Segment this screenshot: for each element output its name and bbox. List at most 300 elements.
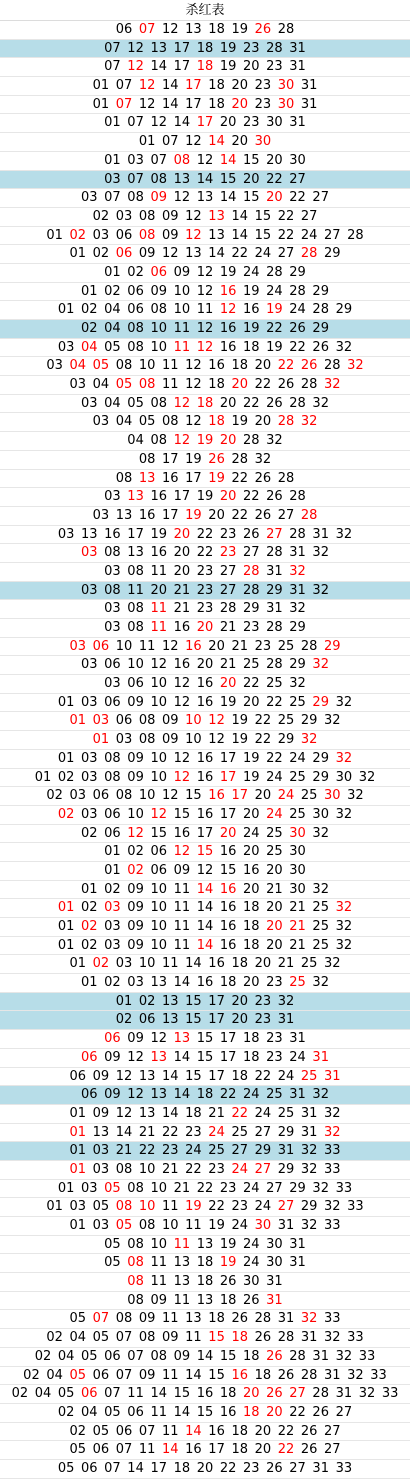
number-cell: 33	[324, 1161, 341, 1177]
number-cell: 08	[127, 1236, 144, 1252]
number-cell: 28	[312, 1386, 329, 1402]
number-cell: 31	[266, 1274, 283, 1290]
number-cell: 09	[127, 900, 144, 916]
number-cell: 25	[266, 844, 283, 860]
number-cell: 03	[104, 937, 121, 953]
number-cell: 32	[300, 1143, 318, 1159]
table-row	[0, 1273, 410, 1292]
number-cell: 14	[127, 1460, 144, 1476]
number-cell: 22	[243, 395, 260, 411]
number-cell: 32	[335, 526, 353, 542]
number-cell: 09	[138, 1367, 156, 1383]
number-cell: 29	[324, 246, 341, 262]
number-cell: 33	[335, 1180, 353, 1196]
number-cell: 31	[300, 96, 318, 112]
number-cell: 06	[150, 844, 167, 860]
number-cell: 30	[335, 769, 353, 785]
number-cell: 28	[289, 395, 306, 411]
number-cell: 12	[196, 321, 214, 336]
number-cell: 28	[266, 657, 283, 673]
number-cell: 25	[312, 900, 329, 916]
number-cell: 13	[196, 190, 214, 206]
number-cell: 04	[34, 1386, 52, 1402]
table-row	[0, 189, 410, 208]
number-cell: 24	[266, 769, 283, 785]
number-cell: 15	[243, 152, 260, 168]
number-cell: 13	[196, 1236, 214, 1252]
number-cell: 12	[173, 769, 191, 785]
number-cell: 06	[127, 676, 144, 692]
number-cell: 15	[208, 1367, 225, 1383]
number-cell: 31	[266, 563, 283, 579]
number-cell: 08	[138, 451, 156, 467]
table-row-highlighted	[0, 1011, 410, 1030]
number-cell: 07	[127, 1348, 144, 1364]
number-cell: 27	[277, 507, 295, 523]
number-cell: 21	[162, 1161, 179, 1177]
number-cell: 26	[300, 358, 318, 374]
number-cell: 16	[196, 1386, 214, 1402]
number-cell: 31	[289, 1255, 306, 1271]
number-cell: 18	[219, 1292, 237, 1308]
number-cell: 23	[196, 563, 214, 579]
number-cell: 09	[150, 283, 167, 299]
number-cell: 17	[219, 1031, 237, 1047]
number-cell: 16	[185, 1442, 202, 1458]
number-cell: 12	[150, 1031, 167, 1047]
number-cell: 07	[115, 78, 133, 94]
number-cell: 10	[162, 1218, 179, 1233]
number-cell: 14	[196, 171, 214, 187]
number-cell: 06	[104, 657, 121, 673]
number-cell: 30	[289, 862, 306, 878]
number-cell: 11	[162, 377, 179, 393]
number-cell: 12	[162, 638, 179, 654]
number-cell: 03	[104, 171, 121, 187]
number-cell: 12	[185, 414, 202, 430]
number-cell: 18	[231, 1330, 248, 1346]
number-cell: 12	[185, 208, 202, 224]
number-cell: 19	[266, 302, 283, 318]
table-row	[0, 563, 410, 582]
number-cell: 31	[289, 1087, 306, 1103]
number-cell: 18	[196, 1274, 214, 1290]
number-cell: 13	[150, 975, 167, 991]
number-cell: 15	[243, 190, 260, 206]
number-cell: 06	[115, 713, 133, 729]
number-cell: 12	[127, 1049, 144, 1065]
number-cell: 15	[208, 1330, 225, 1346]
number-cell: 14	[162, 78, 179, 94]
number-cell: 17	[127, 526, 144, 542]
number-cell: 30	[324, 788, 341, 804]
number-cell: 10	[138, 788, 156, 804]
number-cell: 20	[208, 507, 225, 523]
number-cell: 18	[243, 339, 260, 355]
number-cell: 19	[231, 22, 248, 37]
number-cell: 26	[254, 507, 272, 523]
number-cell: 28	[300, 377, 318, 393]
number-cell: 22	[196, 526, 214, 542]
number-cell: 01	[57, 694, 75, 710]
number-cell: 30	[289, 881, 306, 897]
number-cell: 01	[57, 900, 75, 916]
number-cell: 31	[289, 40, 306, 56]
table-row	[0, 656, 410, 675]
number-cell: 06	[81, 1386, 98, 1402]
number-cell: 16	[173, 825, 191, 841]
number-cell: 03	[104, 601, 121, 617]
number-cell: 31	[324, 1367, 341, 1383]
number-cell: 06	[115, 227, 133, 243]
table-row	[0, 881, 410, 900]
number-cell: 16	[243, 862, 260, 878]
number-cell: 31	[266, 1292, 283, 1308]
number-cell: 13	[185, 246, 202, 262]
number-cell: 18	[196, 1087, 214, 1103]
number-cell: 18	[185, 1105, 202, 1121]
number-cell: 01	[104, 115, 121, 131]
number-cell: 10	[185, 732, 202, 748]
number-cell: 05	[69, 1311, 86, 1327]
number-cell: 31	[277, 1311, 295, 1327]
number-cell: 10	[150, 937, 167, 953]
number-cell: 32	[312, 825, 329, 841]
number-cell: 23	[266, 1049, 283, 1065]
number-cell: 32	[300, 1218, 318, 1233]
number-cell: 23	[243, 1460, 260, 1476]
number-cell: 24	[185, 1143, 202, 1159]
number-cell: 10	[138, 956, 156, 972]
number-cell: 31	[266, 601, 283, 617]
number-cell: 01	[57, 919, 75, 934]
table-row-highlighted	[0, 171, 410, 190]
table-row	[0, 899, 410, 918]
number-cell: 17	[196, 825, 214, 841]
number-cell: 32	[335, 694, 353, 710]
number-cell: 31	[277, 1218, 295, 1233]
number-cell: 17	[162, 507, 179, 523]
number-cell: 03	[104, 676, 121, 692]
number-cell: 08	[150, 395, 167, 411]
number-cell: 27	[266, 1180, 283, 1196]
number-cell: 26	[266, 1348, 283, 1364]
number-cell: 09	[127, 750, 144, 766]
table-row	[0, 264, 410, 283]
number-cell: 32	[324, 956, 341, 972]
table-row	[0, 245, 410, 264]
number-cell: 15	[173, 806, 191, 822]
number-cell: 06	[127, 1404, 144, 1420]
number-cell: 20	[254, 414, 272, 430]
number-cell: 11	[150, 620, 167, 635]
number-cell: 16	[243, 302, 260, 318]
number-cell: 25	[312, 919, 329, 934]
number-cell: 06	[150, 862, 167, 878]
number-cell: 22	[231, 246, 248, 262]
table-row	[0, 1198, 410, 1217]
number-cell: 32	[266, 433, 283, 449]
table-row	[0, 21, 410, 40]
number-cell: 11	[173, 900, 191, 916]
table-row	[0, 1217, 410, 1236]
number-cell: 10	[150, 881, 167, 897]
number-cell: 32	[300, 414, 318, 430]
number-cell: 24	[243, 264, 260, 280]
number-cell: 11	[173, 321, 191, 336]
number-cell: 14	[162, 1105, 179, 1121]
number-cell: 13	[173, 1031, 191, 1047]
number-cell: 06	[104, 694, 121, 710]
number-cell: 30	[289, 825, 306, 841]
number-cell: 18	[243, 937, 260, 953]
number-cell: 28	[277, 414, 295, 430]
number-cell: 13	[150, 1087, 167, 1103]
number-cell: 02	[57, 806, 75, 822]
number-cell: 22	[277, 1423, 295, 1439]
number-cell: 22	[289, 1404, 306, 1420]
number-cell: 19	[243, 283, 260, 299]
number-cell: 31	[312, 1348, 329, 1364]
number-cell: 09	[127, 1031, 144, 1047]
number-cell: 08	[127, 1255, 144, 1271]
number-cell: 09	[127, 769, 144, 785]
number-cell: 25	[277, 1105, 295, 1121]
number-cell: 21	[173, 601, 191, 617]
number-cell: 31	[289, 115, 306, 131]
number-cell: 20	[196, 1460, 214, 1476]
table-row	[0, 526, 410, 545]
number-cell: 29	[277, 732, 295, 748]
number-cell: 03	[92, 1218, 110, 1233]
number-cell: 11	[138, 638, 156, 654]
number-cell: 03	[92, 713, 110, 729]
number-cell: 30	[277, 78, 295, 94]
number-cell: 18	[196, 395, 214, 411]
number-cell: 16	[219, 919, 237, 934]
number-cell: 10	[127, 806, 144, 822]
number-cell: 22	[277, 1442, 295, 1458]
number-cell: 21	[231, 638, 248, 654]
number-cell: 01	[69, 713, 86, 729]
number-cell: 28	[300, 1367, 318, 1383]
number-cell: 06	[127, 302, 144, 318]
number-cell: 04	[81, 1404, 98, 1420]
number-cell: 33	[324, 1143, 341, 1159]
number-cell: 32	[324, 1105, 341, 1121]
number-cell: 08	[162, 414, 179, 430]
number-cell: 29	[312, 769, 329, 785]
number-cell: 22	[266, 694, 283, 710]
number-cell: 16	[173, 620, 191, 635]
number-cell: 19	[219, 694, 237, 710]
number-cell: 17	[173, 489, 191, 505]
number-cell: 18	[208, 414, 225, 430]
number-cell: 12	[127, 40, 144, 56]
number-cell: 17	[150, 1460, 167, 1476]
table-row	[0, 395, 410, 414]
number-cell: 27	[324, 227, 341, 243]
table-row	[0, 1254, 410, 1273]
number-cell: 15	[173, 1386, 191, 1402]
number-cell: 32	[324, 1199, 341, 1215]
number-cell: 03	[92, 414, 110, 430]
number-cell: 18	[208, 22, 225, 37]
table-row	[0, 507, 410, 526]
number-cell: 08	[115, 1311, 133, 1327]
number-cell: 03	[81, 657, 98, 673]
number-cell: 07	[92, 1311, 110, 1327]
number-cell: 16	[219, 1404, 237, 1420]
number-cell: 16	[196, 676, 214, 692]
number-cell: 20	[266, 152, 283, 168]
number-cell: 32	[312, 1087, 329, 1103]
number-cell: 32	[335, 750, 353, 766]
number-cell: 28	[277, 470, 295, 486]
number-cell: 05	[92, 1423, 110, 1439]
number-cell: 12	[196, 264, 214, 280]
number-cell: 18	[219, 1386, 237, 1402]
number-cell: 33	[370, 1367, 387, 1383]
number-cell: 25	[289, 975, 306, 991]
number-cell: 20	[231, 993, 248, 1009]
number-cell: 23	[254, 638, 272, 654]
number-cell: 11	[150, 601, 167, 617]
number-cell: 23	[219, 545, 237, 561]
number-cell: 01	[69, 246, 86, 262]
number-cell: 02	[81, 321, 98, 336]
number-cell: 32	[312, 975, 329, 991]
number-cell: 08	[138, 208, 156, 224]
table-row	[0, 152, 410, 171]
number-cell: 15	[185, 1012, 202, 1028]
number-cell: 28	[312, 302, 329, 318]
number-cell: 20	[219, 825, 237, 841]
number-cell: 28	[243, 433, 260, 449]
number-cell: 14	[173, 975, 191, 991]
number-cell: 12	[162, 22, 179, 37]
number-cell: 09	[104, 1087, 121, 1103]
number-cell: 27	[324, 1442, 341, 1458]
number-cell: 15	[219, 862, 237, 878]
number-cell: 22	[277, 358, 295, 374]
number-cell: 08	[104, 582, 121, 598]
number-cell: 11	[150, 1274, 167, 1290]
number-cell: 02	[46, 1330, 63, 1346]
number-cell: 12	[115, 1105, 133, 1121]
table-row	[0, 731, 410, 750]
number-cell: 30	[254, 1218, 272, 1233]
number-cell: 19	[243, 769, 260, 785]
number-cell: 14	[173, 1404, 191, 1420]
number-cell: 13	[208, 227, 225, 243]
number-cell: 09	[92, 1068, 110, 1084]
table-row	[0, 1310, 410, 1329]
number-cell: 05	[127, 395, 144, 411]
number-cell: 16	[150, 489, 167, 505]
number-cell: 12	[208, 732, 225, 748]
number-cell: 13	[81, 526, 98, 542]
number-cell: 27	[289, 1460, 306, 1476]
number-cell: 08	[127, 620, 144, 635]
number-cell: 08	[127, 339, 144, 355]
number-cell: 10	[150, 339, 167, 355]
table-row	[0, 1460, 410, 1479]
number-cell: 28	[243, 563, 260, 579]
number-cell: 25	[277, 713, 295, 729]
number-cell: 08	[138, 377, 156, 393]
number-cell: 01	[81, 881, 98, 897]
number-cell: 23	[231, 1199, 248, 1215]
number-cell: 10	[115, 638, 133, 654]
number-cell: 27	[289, 171, 306, 187]
table-row	[0, 133, 410, 152]
table-row	[0, 787, 410, 806]
number-cell: 20	[243, 844, 260, 860]
table-row	[0, 1404, 410, 1423]
number-cell: 11	[150, 563, 167, 579]
number-cell: 01	[115, 993, 133, 1009]
number-cell: 22	[231, 1105, 248, 1121]
number-cell: 30	[277, 96, 295, 112]
number-cell: 16	[173, 657, 191, 673]
number-cell: 15	[196, 1031, 214, 1047]
number-cell: 07	[115, 1367, 133, 1383]
table-row	[0, 675, 410, 694]
number-cell: 28	[219, 601, 237, 617]
number-cell: 01	[57, 302, 75, 318]
number-cell: 09	[127, 694, 144, 710]
number-cell: 03	[104, 620, 121, 635]
number-cell: 19	[150, 526, 167, 542]
number-cell: 28	[300, 507, 318, 523]
number-cell: 17	[208, 1442, 225, 1458]
number-cell: 29	[289, 657, 306, 673]
number-cell: 28	[266, 264, 283, 280]
number-cell: 31	[300, 1124, 318, 1140]
number-cell: 14	[196, 900, 214, 916]
number-cell: 32	[254, 451, 272, 467]
number-cell: 22	[208, 1199, 225, 1215]
number-cell: 02	[127, 862, 144, 878]
number-cell: 05	[138, 414, 156, 430]
number-cell: 20	[266, 862, 283, 878]
number-cell: 26	[289, 321, 306, 336]
number-cell: 13	[127, 545, 144, 561]
number-cell: 07	[115, 96, 133, 112]
number-cell: 23	[254, 96, 272, 112]
table-row	[0, 974, 410, 993]
number-cell: 14	[115, 1124, 133, 1140]
number-cell: 08	[127, 1292, 144, 1308]
number-cell: 18	[196, 1255, 214, 1271]
number-cell: 12	[127, 59, 144, 75]
number-cell: 07	[127, 171, 144, 187]
number-cell: 01	[69, 1143, 86, 1159]
table-row	[0, 1161, 410, 1180]
table-row	[0, 77, 410, 96]
table-row	[0, 712, 410, 731]
number-cell: 01	[57, 937, 75, 953]
number-cell: 12	[196, 283, 214, 299]
number-cell: 17	[185, 470, 202, 486]
number-cell: 12	[196, 862, 214, 878]
number-cell: 32	[347, 1367, 364, 1383]
number-cell: 11	[173, 937, 191, 953]
number-cell: 28	[266, 40, 283, 56]
number-cell: 05	[57, 1386, 75, 1402]
number-cell: 26	[231, 1311, 248, 1327]
